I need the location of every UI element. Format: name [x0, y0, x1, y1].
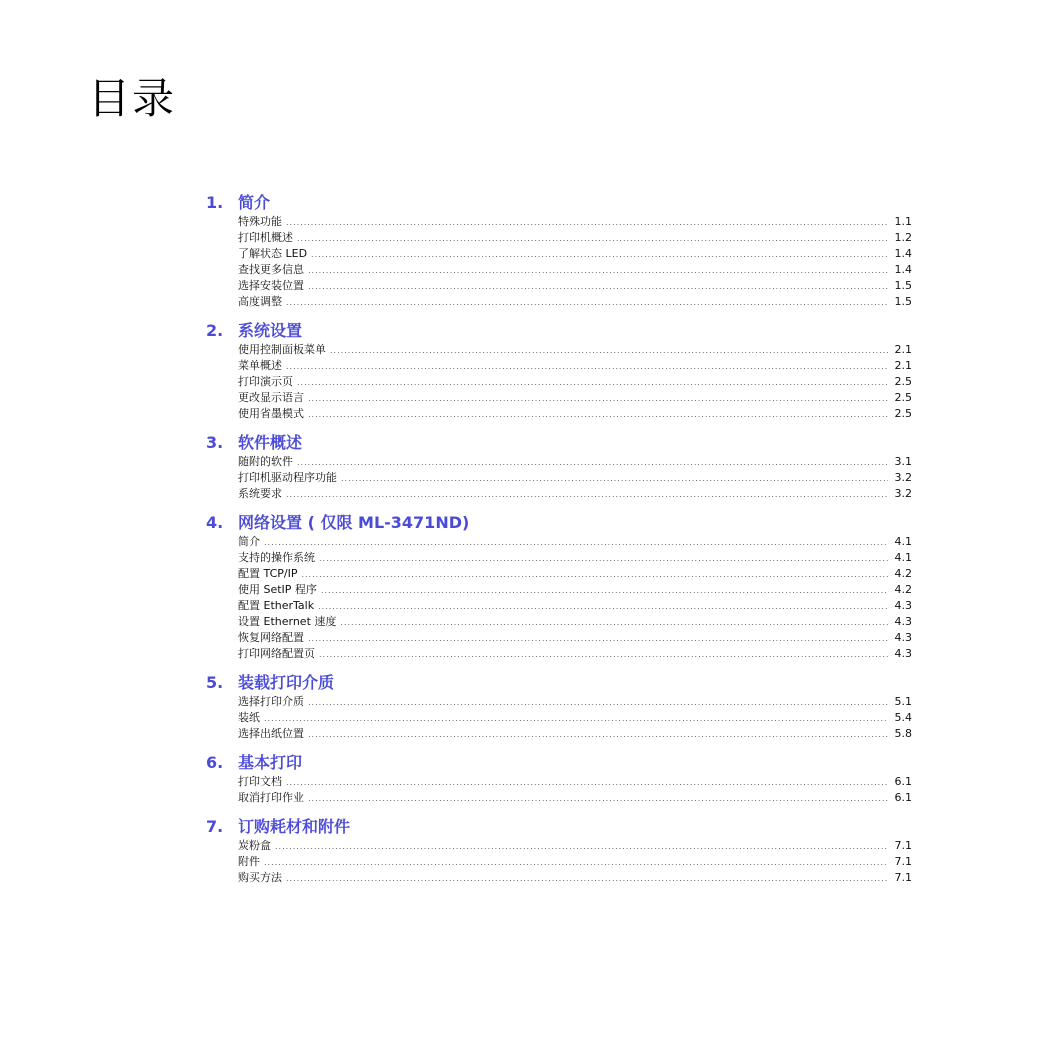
page-title: 目录	[88, 74, 177, 123]
toc-chapter	[206, 432, 912, 502]
toc-entry-link[interactable]	[238, 582, 912, 598]
dot-leader	[308, 263, 888, 279]
toc-chapter	[206, 672, 912, 742]
toc-entry-link[interactable]	[238, 694, 912, 710]
toc-entry-link[interactable]	[238, 230, 912, 246]
dot-leader	[311, 247, 888, 263]
toc-entry-page-number: 4.2	[894, 583, 912, 596]
toc-entry-link[interactable]	[238, 342, 912, 358]
toc-entry-page-number: 5.4	[894, 711, 912, 724]
toc-entry-title: 简介	[238, 535, 260, 548]
toc-entry-link[interactable]	[238, 550, 912, 566]
toc-entry-page-number: 1.4	[894, 263, 912, 276]
toc-entry-link[interactable]	[238, 726, 912, 742]
toc-entry-title: 使用 SetIP 程序	[238, 583, 317, 596]
dot-leader	[319, 647, 888, 663]
dot-leader	[319, 551, 888, 567]
toc-entry-title: 使用控制面板菜单	[238, 343, 326, 356]
toc-entry-link[interactable]	[238, 710, 912, 726]
toc-entry-page-number: 2.1	[894, 343, 912, 356]
chapter-number: 4.	[206, 513, 224, 532]
dot-leader	[286, 295, 888, 311]
toc-entry-page-number: 4.3	[894, 647, 912, 660]
toc-entry-link[interactable]	[238, 838, 912, 854]
toc-entry-page-number: 7.1	[894, 855, 912, 868]
toc-entry-title: 使用省墨模式	[238, 407, 304, 420]
dot-leader	[297, 375, 888, 391]
chapter-title: 系统设置	[238, 321, 303, 340]
toc-entry-title: 菜单概述	[238, 359, 282, 372]
toc-entry-link[interactable]	[238, 278, 912, 294]
toc-entry-link[interactable]	[238, 614, 912, 630]
toc-entry-title: 恢复网络配置	[238, 631, 304, 644]
chapter-number: 3.	[206, 433, 224, 452]
toc-entry-link[interactable]	[238, 294, 912, 310]
dot-leader	[308, 727, 888, 743]
dot-leader	[308, 791, 888, 807]
toc-entry-page-number: 4.3	[894, 631, 912, 644]
dot-leader	[308, 631, 888, 647]
dot-leader	[297, 455, 888, 471]
toc-entry-title: 更改显示语言	[238, 391, 304, 404]
toc-entry-title: 打印机驱动程序功能	[238, 471, 337, 484]
chapter-heading-link[interactable]	[206, 320, 912, 342]
toc-entry-link[interactable]	[238, 454, 912, 470]
chapter-title: 订购耗材和附件	[238, 817, 351, 836]
toc-entry-title: 选择出纸位置	[238, 727, 304, 740]
toc-entry-page-number: 6.1	[894, 775, 912, 788]
toc-entry-link[interactable]	[238, 774, 912, 790]
toc-entry-title: 查找更多信息	[238, 263, 304, 276]
chapter-title: 软件概述	[238, 433, 303, 452]
dot-leader	[308, 279, 888, 295]
toc-entry-page-number: 3.2	[894, 471, 912, 484]
toc-entry-title: 高度调整	[238, 295, 282, 308]
toc-entry-link[interactable]	[238, 262, 912, 278]
toc-chapter	[206, 320, 912, 422]
toc-entry-page-number: 2.5	[894, 407, 912, 420]
toc-entry-page-number: 3.2	[894, 487, 912, 500]
chapter-heading-link[interactable]	[206, 752, 912, 774]
dot-leader	[318, 599, 888, 615]
toc-entry-page-number: 2.1	[894, 359, 912, 372]
toc-entry-link[interactable]	[238, 406, 912, 422]
dot-leader	[341, 471, 888, 487]
chapter-heading-link[interactable]	[206, 192, 912, 214]
chapter-title: 装载打印介质	[238, 673, 335, 692]
dot-leader	[286, 775, 888, 791]
dot-leader	[297, 231, 888, 247]
toc-entry-title: 打印文档	[238, 775, 282, 788]
toc-chapter	[206, 816, 912, 886]
toc-entry-title: 打印机概述	[238, 231, 293, 244]
toc-entry-title: 配置 EtherTalk	[238, 599, 315, 612]
chapter-heading-link[interactable]	[206, 816, 912, 838]
toc-entry-page-number: 4.2	[894, 567, 912, 580]
toc-entry-title: 购买方法	[238, 871, 282, 884]
toc-entry-title: 打印网络配置页	[238, 647, 315, 660]
toc-entry-title: 打印演示页	[238, 375, 293, 388]
toc-chapter	[206, 512, 912, 662]
chapter-number: 1.	[206, 193, 224, 212]
dot-leader	[286, 487, 888, 503]
dot-leader	[286, 359, 888, 375]
toc-entry-link[interactable]	[238, 486, 912, 502]
dot-leader	[308, 695, 888, 711]
toc-chapter	[206, 752, 912, 806]
dot-leader	[340, 615, 888, 631]
toc-entry-title: 取消打印作业	[238, 791, 304, 804]
toc-entry-page-number: 5.1	[894, 695, 912, 708]
dot-leader	[264, 535, 888, 551]
toc-entry-title: 设置 Ethernet 速度	[238, 615, 337, 628]
toc-entry-link[interactable]	[238, 358, 912, 374]
toc-entry-page-number: 5.8	[894, 727, 912, 740]
toc-entry-link[interactable]	[238, 246, 912, 262]
chapter-heading-link[interactable]	[206, 432, 912, 454]
toc-entry-title: 系统要求	[238, 487, 282, 500]
toc-entry-title: 特殊功能	[238, 215, 282, 228]
dot-leader	[308, 391, 888, 407]
table-of-contents	[206, 192, 912, 896]
chapter-number: 7.	[206, 817, 224, 836]
toc-entry-link[interactable]	[238, 870, 912, 886]
toc-entry-title: 炭粉盒	[238, 839, 271, 852]
toc-entry-link[interactable]	[238, 854, 912, 870]
toc-entry-title: 选择打印介质	[238, 695, 304, 708]
toc-entry-link[interactable]	[238, 598, 912, 614]
dot-leader	[264, 711, 888, 727]
chapter-number: 2.	[206, 321, 224, 340]
toc-entry-page-number: 6.1	[894, 791, 912, 804]
toc-entry-page-number: 4.3	[894, 599, 912, 612]
toc-chapter	[206, 192, 912, 310]
dot-leader	[308, 407, 888, 423]
toc-entry-page-number: 1.4	[894, 247, 912, 260]
toc-entry-link[interactable]	[238, 646, 912, 662]
dot-leader	[321, 583, 888, 599]
toc-entry-page-number: 7.1	[894, 839, 912, 852]
toc-entry-link[interactable]	[238, 566, 912, 582]
toc-entry-title: 选择安装位置	[238, 279, 304, 292]
toc-entry-link[interactable]	[238, 534, 912, 550]
toc-entry-page-number: 2.5	[894, 375, 912, 388]
dot-leader	[330, 343, 888, 359]
dot-leader	[264, 855, 888, 871]
toc-entry-title: 配置 TCP/IP	[238, 567, 298, 580]
chapter-title: 简介	[238, 193, 271, 212]
toc-entry-title: 支持的操作系统	[238, 551, 315, 564]
toc-entry-page-number: 1.1	[894, 215, 912, 228]
toc-entry-title: 了解状态 LED	[238, 247, 308, 260]
dot-leader	[301, 567, 888, 583]
toc-entry-title: 装纸	[238, 711, 260, 724]
toc-entry-link[interactable]	[238, 470, 912, 486]
toc-entry-link[interactable]	[238, 630, 912, 646]
toc-entry-page-number: 3.1	[894, 455, 912, 468]
toc-entry-link[interactable]	[238, 214, 912, 230]
chapter-title: 基本打印	[238, 753, 303, 772]
dot-leader	[286, 871, 888, 887]
chapter-number: 5.	[206, 673, 224, 692]
toc-entry-title: 附件	[238, 855, 260, 868]
toc-entry-link[interactable]	[238, 390, 912, 406]
toc-entry-page-number: 1.5	[894, 295, 912, 308]
toc-entry-page-number: 4.1	[894, 551, 912, 564]
toc-entry-page-number: 2.5	[894, 391, 912, 404]
dot-leader	[286, 215, 888, 231]
toc-entry-page-number: 4.1	[894, 535, 912, 548]
chapter-title: 网络设置 ( 仅限 ML-3471ND)	[238, 513, 470, 532]
toc-entry-link[interactable]	[238, 374, 912, 390]
dot-leader	[275, 839, 888, 855]
toc-entry-link[interactable]	[238, 790, 912, 806]
toc-entry-page-number: 1.5	[894, 279, 912, 292]
toc-entry-title: 随附的软件	[238, 455, 293, 468]
toc-entry-page-number: 7.1	[894, 871, 912, 884]
chapter-heading-link[interactable]	[206, 672, 912, 694]
chapter-number: 6.	[206, 753, 224, 772]
toc-entry-page-number: 4.3	[894, 615, 912, 628]
toc-entry-page-number: 1.2	[894, 231, 912, 244]
chapter-heading-link[interactable]	[206, 512, 912, 534]
